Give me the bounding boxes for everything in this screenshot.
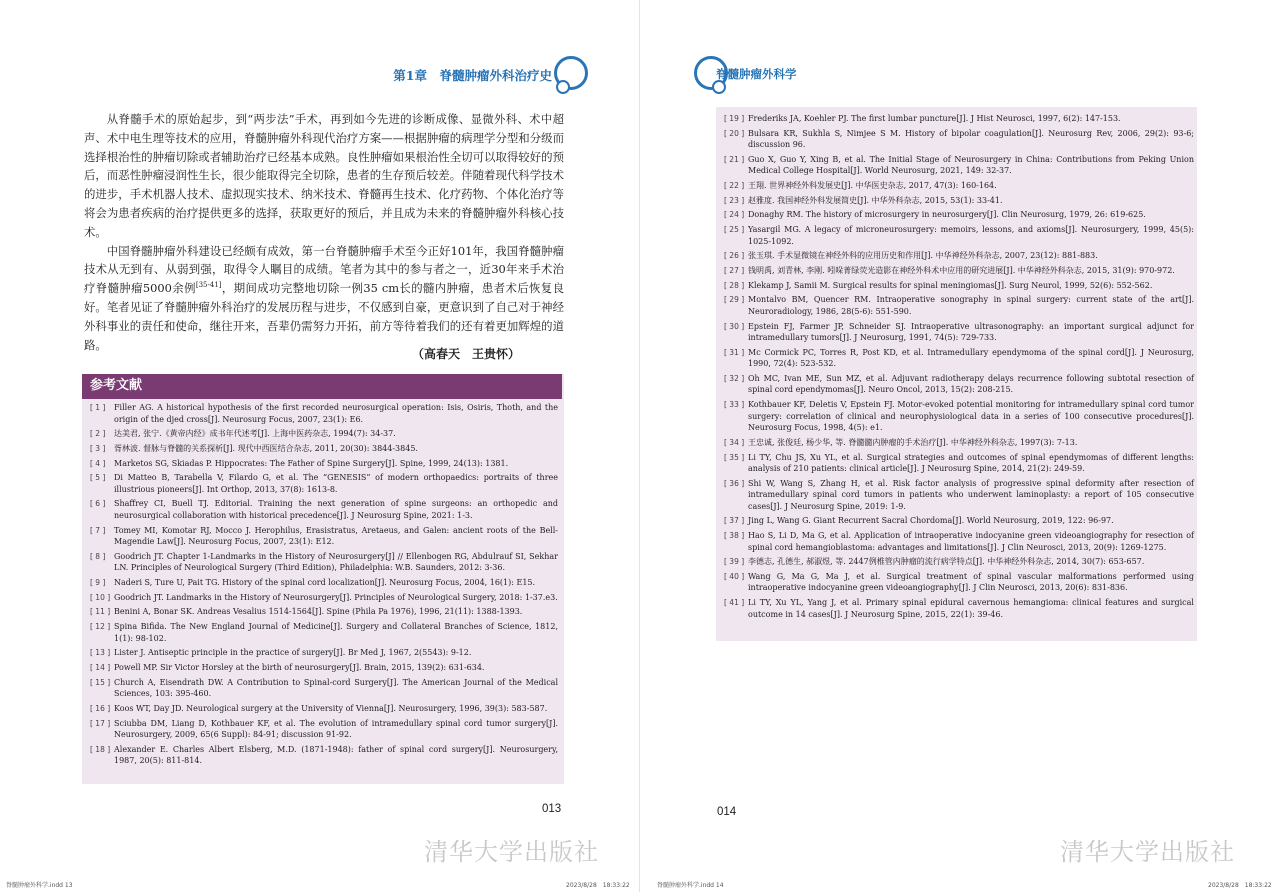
reference-text: Tomey MI, Komotar RJ, Mocco J. Herophilus, Erasistratus, Aretaeus, and Galen: ancient roots of the Bell-Magendie Law[J]. Neurosurg Focus, 2007, 23(1): E12. xyxy=(114,525,558,547)
reference-number: [ 37 ] xyxy=(724,516,745,526)
reference-item xyxy=(90,472,558,495)
reference-item xyxy=(90,703,558,715)
reference-text: 王忠诚, 张俊廷, 杨少华, 等. 脊髓髓内肿瘤的手术治疗[J]. 中华神经外科杂志, 1997(3): 7-13. xyxy=(748,437,1078,447)
reference-text: Yasargil MG. A legacy of microneurosurgery: memoirs, lessons, and axioms[J]. Neurosurgery, 1999, 45(5): 1025-1092. xyxy=(748,225,1194,246)
reference-item xyxy=(724,597,1194,620)
reference-number: [ 13 ] xyxy=(90,648,111,658)
reference-text: Benini A, Bonar SK. Andreas Vesalius 1514-1564[J]. Spine (Phila Pa 1976), 1996, 21(11): 1388-1393. xyxy=(114,607,523,617)
citation-superscript: [35-41] xyxy=(195,281,222,290)
reference-text: Li TY, Chu JS, Xu YL, et al. Surgical strategies and outcomes of spinal ependymomas of different lengths: analysis of 210 patients: clinical article[J]. J Neurosurg Spine, 2014, 21(2): 249-59. xyxy=(748,452,1194,473)
reference-number: [ 32 ] xyxy=(724,373,745,383)
authors: （高春天 王贵怀） xyxy=(411,347,520,361)
reference-item xyxy=(724,478,1194,513)
reference-number: [ 12 ] xyxy=(90,622,111,632)
reference-number: [ 35 ] xyxy=(724,452,745,462)
reference-number: [ 24 ] xyxy=(724,210,745,220)
spread-divider xyxy=(639,0,640,892)
footer-timestamp: 2023/8/28 18:33:22 xyxy=(566,882,630,889)
references-heading: 参考文献 xyxy=(82,374,562,398)
page-number: 014 xyxy=(717,806,737,818)
reference-text: Sciubba DM, Liang D, Kothbauer KF, et al. The evolution of intramedullary spinal cord tumor surgery[J]. Neurosurgery, 2009, 65(6 Suppl): 84-91; discussion 91-92. xyxy=(114,718,558,739)
publisher-watermark: 清华大学出版社 xyxy=(424,838,599,866)
reference-number: [ 26 ] xyxy=(724,251,745,261)
reference-item xyxy=(90,525,558,548)
reference-item xyxy=(724,437,1194,449)
reference-text: 胥林波. 督脉与脊髓的关系探析[J]. 现代中西医结合杂志, 2011, 20(30): 3844-3845. xyxy=(114,443,418,453)
reference-number: [ 14 ] xyxy=(90,662,111,672)
reference-item xyxy=(724,209,1194,221)
reference-number: [ 8 ] xyxy=(90,551,106,561)
reference-item xyxy=(90,718,558,741)
header-small-circle-ornament xyxy=(712,80,726,94)
reference-text: Lister J. Antiseptic principle in the practice of surgery[J]. Br Med J, 1967, 2(5543): 9-12. xyxy=(114,648,472,658)
reference-item xyxy=(90,428,558,440)
reference-number: [ 2 ] xyxy=(90,429,106,439)
reference-number: [ 30 ] xyxy=(724,321,745,331)
reference-number: [ 40 ] xyxy=(724,571,745,581)
reference-number: [ 21 ] xyxy=(724,154,745,164)
reference-item xyxy=(724,180,1194,192)
reference-text: Goodrich JT. Chapter 1-Landmarks in the History of Neurosurgery[J] // Ellenbogen RG, Abdulrauf SI, Sekhar LN. Principles of Neurological Surgery (Third Edition), Philadelphia: W.B. Saunders, 2012: 3-36. xyxy=(114,551,558,573)
reference-text: Naderi S, Ture U, Pait TG. History of the spinal cord localization[J]. Neurosurg Focus, 2004, 16(1): E15. xyxy=(114,578,536,587)
reference-text: Mc Cormick PC, Torres R, Post KD, et al. Intramedullary ependymoma of the spinal cord[J]. J Neurosurg, 1990, 72(4): 523-532. xyxy=(748,347,1194,369)
reference-text: Epstein FJ, Farmer JP, Schneider SJ. Intraoperative ultrasonography: an important surgical adjunct for intramedullary tumors[J]. J Neurosurg, 1991, 74(5): 729-733. xyxy=(748,321,1194,343)
reference-item xyxy=(90,744,558,767)
reference-number: [ 27 ] xyxy=(724,266,745,275)
reference-text: Montalvo BM, Quencer RM. Intraoperative sonography in spinal surgery: current state of the art[J]. Neuroradiology, 1986, 28(5-6): 551-590. xyxy=(748,295,1194,316)
reference-text: Marketos SG, Skiadas P. Hippocrates: The Father of Spine Surgery[J]. Spine, 1999, 24(13): 1381. xyxy=(114,458,509,468)
footer-filename: 脊髓肿瘤外科学.indd 14 xyxy=(657,882,724,889)
reference-text: Filler AG. A historical hypothesis of the first recorded neurosurgical operation: Isis, Osiris, Thoth, and the origin of the djed cross[J]. Neurosurg Focus, 2007, 23(1): E6. xyxy=(114,403,558,424)
reference-item xyxy=(90,443,558,455)
reference-text: Wang G, Ma G, Ma J, et al. Surgical treatment of spinal vascular malformations performed using intraoperative indocyanine green videoangiography[J]. J Clin Neurosci, 2013, 20(6): 831-836. xyxy=(748,571,1194,593)
reference-item xyxy=(724,128,1194,151)
reference-text: Jing L, Wang G. Giant Recurrent Sacral Chordoma[J]. World Neurosurg, 2019, 122: 96-97. xyxy=(748,516,1114,526)
reference-number: [ 28 ] xyxy=(724,280,745,290)
paragraph-text: 中国脊髓肿瘤外科建设已经颇有成效，第一台脊髓肿瘤手术至今正好101年，我国脊髓肿瘤技术从无到有、从弱到强，取得令人瞩目的成绩。笔者为其中的参与者之一，近30年来手术治疗脊髓肿瘤5000余例 xyxy=(84,243,564,296)
reference-number: [ 6 ] xyxy=(90,499,106,509)
reference-number: [ 16 ] xyxy=(90,703,111,713)
reference-text: 赵雅度. 我国神经外科发展简史[J]. 中华外科杂志, 2015, 53(1): 33-41. xyxy=(748,195,1003,205)
reference-number: [ 23 ] xyxy=(724,195,745,205)
reference-item xyxy=(90,577,558,589)
reference-item xyxy=(724,399,1194,434)
references-box xyxy=(716,107,1197,641)
reference-item xyxy=(724,265,1194,277)
reference-text: 李德志, 孔德生, 郝淑煜, 等. 2447例椎管内肿瘤的流行病学特点[J]. 中华神经外科杂志, 2014, 30(7): 653-657. xyxy=(748,557,1145,567)
reference-text: Powell MP. Sir Victor Horsley at the birth of neurosurgery[J]. Brain, 2015, 139(2): 631-634. xyxy=(114,662,485,672)
reference-text: 张玉琪. 手术显微镜在神经外科的应用历史和作用[J]. 中华神经外科杂志, 2007, 23(12): 881-883. xyxy=(748,251,1098,261)
reference-number: [ 22 ] xyxy=(724,181,745,191)
reference-item xyxy=(90,498,558,521)
reference-number: [ 4 ] xyxy=(90,458,106,468)
footer-timestamp: 2023/8/28 18:33:22 xyxy=(1208,882,1272,889)
reference-number: [ 5 ] xyxy=(90,473,106,483)
reference-number: [ 41 ] xyxy=(724,598,745,608)
reference-item xyxy=(90,458,558,470)
reference-item xyxy=(724,347,1194,370)
paragraph: 从脊髓手术的原始起步，到“两步法”手术，再到如今先进的诊断成像、显微外科、术中超声、术中电生理等技术的应用，脊髓肿瘤外科现代治疗方案——根据肿瘤的病理学分型和分级而选择根治性的肿瘤切除或者辅助治疗已经基本成熟。良性肿瘤如果根治性全切可以取得较好的预后，而恶性肿瘤浸润性生长，很少能取得完全切除，患者的生存预后较差。伴随着现代科学技术的进步，手术机器人技术、虚拟现实技术、纳米技术、脊髓再生技术、化疗药物、个体化治疗等将会为患者疾病的治疗提供更多的选择，获取更好的预后，并且成为未来的脊髓肿瘤外科核心技术。 xyxy=(84,112,564,239)
paragraph-text: ，期间成功完整地切除一例35 cm长的髓内肿瘤，患者术后恢复良好。笔者见证了脊髓肿瘤外科治疗的发展历程与进步，不仅感到自豪，更意识到了自己对于神经外科事业的责任和使命，继往开来，吾辈仍需努力开拓，前方等待着我们的还有着更加辉煌的道路。 xyxy=(84,281,564,352)
page-number: 013 xyxy=(542,803,562,815)
chapter-title: 第1章 脊髓肿瘤外科治疗史 xyxy=(393,68,552,83)
reference-number: [ 25 ] xyxy=(724,225,745,235)
footer-filename: 脊髓肿瘤外科学.indd 13 xyxy=(6,882,73,889)
reference-text: Shaffrey CI, Buell TJ. Editorial. Training the next generation of spine surgeons: an orthopedic and neurosurgical collaboration with historical precedence[J]. J Neurosurg Spine, 2021: 1-3. xyxy=(114,499,558,520)
reference-number: [ 20 ] xyxy=(724,128,745,138)
reference-text: Alexander E. Charles Albert Elsberg, M.D. (1871-1948): father of spinal cord surgery[J]. Neurosurgery, 1987, 20(5): 811-814. xyxy=(114,744,558,766)
running-title: 脊髓肿瘤外科学 xyxy=(716,67,797,81)
reference-text: Hao S, Li D, Ma G, et al. Application of intraoperative indocyanine green videoangiography for resection of spinal cord hemangioblastoma: advantages and limitations[J]. J Clin Neurosci, 2013, 20(9): 1269-1275. xyxy=(748,531,1194,552)
reference-item xyxy=(90,677,558,700)
reference-item xyxy=(724,294,1194,317)
reference-text: Oh MC, Ivan ME, Sun MZ, et al. Adjuvant radiotherapy delays recurrence following subtotal resection of spinal cord ependymomas[J]. Neuro Oncol, 2013, 15(2): 208-215. xyxy=(748,373,1194,395)
reference-number: [ 10 ] xyxy=(90,592,111,602)
reference-number: [ 9 ] xyxy=(90,578,106,587)
reference-number: [ 34 ] xyxy=(724,437,745,447)
reference-text: Bulsara KR, Sukhla S, Nimjee S M. History of bipolar coagulation[J]. Neurosurg Rev, 2006, 29(2): 93-6; discussion 96. xyxy=(748,128,1194,150)
reference-text: Klekamp J, Samii M. Surgical results for spinal meningiomas[J]. Surg Neurol, 1999, 52(6): 552-562. xyxy=(748,280,1153,290)
reference-number: [ 33 ] xyxy=(724,400,745,410)
reference-text: Koos WT, Day JD. Neurological surgery at the University of Vienna[J]. Neurosurgery, 1996, 39(3): 583-587. xyxy=(114,703,548,713)
reference-item xyxy=(724,556,1194,568)
reference-number: [ 19 ] xyxy=(724,114,745,123)
reference-item xyxy=(724,373,1194,396)
reference-item xyxy=(724,571,1194,594)
header-small-circle-ornament xyxy=(556,80,570,94)
reference-item xyxy=(90,647,558,659)
reference-text: Donaghy RM. The history of microsurgery in neurosurgery[J]. Clin Neurosurg, 1979, 26: 619-625. xyxy=(748,210,1146,220)
reference-number: [ 31 ] xyxy=(724,347,745,357)
reference-number: [ 36 ] xyxy=(724,478,745,488)
reference-text: Guo X, Guo Y, Xing B, et al. The Initial Stage of Neurosurgery in China: Contributions from Peking Union Medical College Hospital[J]. World Neurosurg, 2021, 149: 32-37. xyxy=(748,154,1194,176)
references-box xyxy=(82,374,564,784)
reference-text: Spina Bifida. The New England Journal of Medicine[J]. Surgery and Collateral Branches of Science, 1812, 1(1): 98-102. xyxy=(114,622,558,643)
reference-text: Church A, Eisendrath DW. A Contribution to Spinal-cord Surgery[J]. The American Journal of the Medical Sciences, 103: 395-460. xyxy=(114,677,558,699)
reference-text: Frederiks JA, Koehler PJ. The first lumbar puncture[J]. J Hist Neurosci, 1997, 6(2): 147-153. xyxy=(748,114,1121,123)
reference-number: [ 3 ] xyxy=(90,443,106,453)
reference-item xyxy=(724,113,1194,125)
reference-item xyxy=(724,280,1194,292)
publisher-watermark: 清华大学出版社 xyxy=(1060,838,1235,866)
reference-list xyxy=(90,402,558,770)
reference-number: [ 1 ] xyxy=(90,403,106,412)
reference-list xyxy=(724,113,1194,623)
reference-text: 达美君, 张宁.《黄帝内经》成书年代述考[J]. 上海中医药杂志, 1994(7): 34-37. xyxy=(114,429,396,439)
paragraph xyxy=(84,242,564,355)
running-header xyxy=(692,56,892,98)
reference-text: 钱明禹, 刘青林, 李刚. 吲哚菁绿荧光造影在神经外科术中应用的研究进展[J]. 中华神经外科杂志, 2015, 31(9): 970-972. xyxy=(748,266,1175,275)
reference-item xyxy=(724,515,1194,527)
reference-text: Goodrich JT. Landmarks in the History of Neurosurgery[J]. Principles of Neurological Surgery, 2018: 1-37.e3. xyxy=(114,592,558,602)
chapter-header xyxy=(380,56,590,98)
reference-number: [ 38 ] xyxy=(724,531,745,541)
reference-item xyxy=(724,224,1194,247)
reference-number: [ 7 ] xyxy=(90,525,106,535)
reference-item xyxy=(724,452,1194,475)
reference-number: [ 17 ] xyxy=(90,718,111,728)
reference-text: 王翔. 世界神经外科发展史[J]. 中华医史杂志, 2017, 47(3): 160-164. xyxy=(748,181,997,191)
reference-item xyxy=(90,606,558,618)
reference-item xyxy=(724,321,1194,344)
reference-item xyxy=(90,402,558,425)
reference-number: [ 11 ] xyxy=(90,607,111,617)
reference-item xyxy=(724,250,1194,262)
reference-number: [ 18 ] xyxy=(90,744,111,754)
body-text xyxy=(84,110,564,354)
reference-number: [ 29 ] xyxy=(724,295,745,305)
reference-item xyxy=(724,154,1194,177)
reference-text: Li TY, Xu YL, Yang J, et al. Primary spinal epidural cavernous hemangioma: clinical features and surgical outcome in 14 cases[J]. J Neurosurg Spine, 2015, 22(1): 39-46. xyxy=(748,598,1194,619)
reference-item xyxy=(90,621,558,644)
reference-item xyxy=(90,551,558,574)
reference-item xyxy=(90,592,558,604)
reference-text: Di Matteo B, Tarabella V, Filardo G, et al. The “GENESIS” of modern orthopaedics: portraits of three illustrious pioneers[J]. Int Orthop, 2013, 37(8): 1613-8. xyxy=(114,473,558,494)
reference-number: [ 15 ] xyxy=(90,677,111,687)
reference-item xyxy=(724,530,1194,553)
reference-item xyxy=(724,195,1194,207)
reference-text: Shi W, Wang S, Zhang H, et al. Risk factor analysis of progressive spinal deformity after resection of intramedullary spinal cord tumors in patients who underwent laminoplasty: a report of 105 consecutive cases[J]. J Neurosurg Spine, 2019: 1-9. xyxy=(748,478,1194,511)
reference-text: Kothbauer KF, Deletis V, Epstein FJ. Motor-evoked potential monitoring for intramedullary spinal cord tumor surgery: correlation of clinical and neurophysiological data in a series of 100 consecutive procedures[J]. Neurosurg Focus, 1998, 4(5): e1. xyxy=(748,400,1194,433)
reference-number: [ 39 ] xyxy=(724,557,745,567)
reference-item xyxy=(90,662,558,674)
